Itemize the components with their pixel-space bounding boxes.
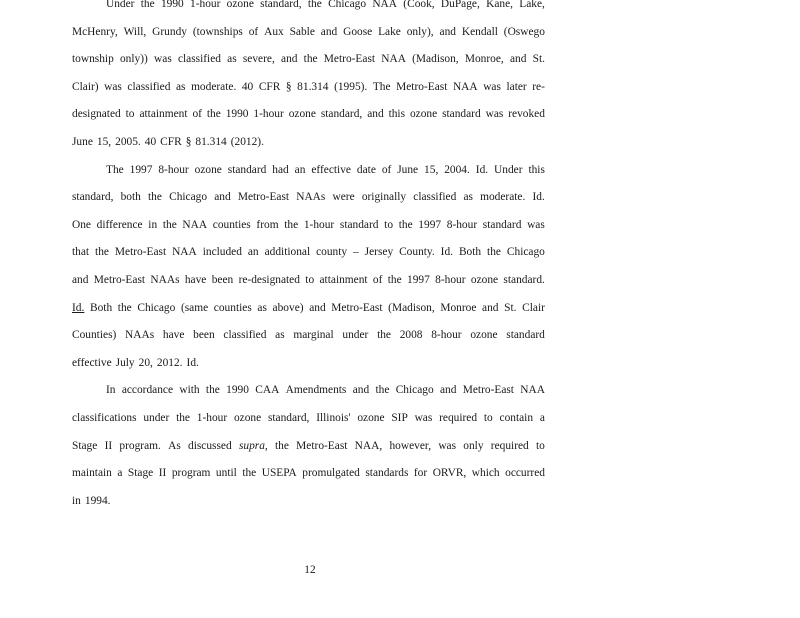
- text-line: classifications under the 1-hour ozone standard, Illinois' ozone SIP was required to contain a: [72, 411, 545, 424]
- text-line: in 1994.: [72, 494, 111, 507]
- text-line: McHenry, Will, Grundy (townships of Aux Sable and Goose Lake only), and Kendall (Oswego: [72, 25, 545, 38]
- text-line: Counties) NAAs have been classified as marginal under the 2008 8-hour ozone standard: [72, 329, 545, 342]
- text-line: standard, both the Chicago and Metro-East NAAs were originally classified as moderate. Id.: [72, 191, 545, 204]
- paragraph: [72, 157, 545, 378]
- text-line: and Metro-East NAAs have been re-designated to attainment of the 1997 8-hour ozone standard.: [72, 273, 545, 286]
- page-number: 12: [304, 564, 316, 576]
- text-line: effective July 20, 2012. Id.: [72, 356, 199, 369]
- text-line: Stage II program. As discussed supra, the Metro-East NAA, however, was only required to: [72, 439, 545, 452]
- text-line: that the Metro-East NAA included an additional county – Jersey County. Id. Both the Chicago: [72, 246, 545, 259]
- text-line: Clair) was classified as moderate. 40 CFR § 81.314 (1995). The Metro-East NAA was later re-: [72, 80, 545, 93]
- paragraph: [72, 377, 545, 515]
- text-line: June 15, 2005. 40 CFR § 81.314 (2012).: [72, 135, 264, 148]
- text-line: The 1997 8-hour ozone standard had an effective date of June 15, 2004. Id. Under this: [106, 163, 545, 176]
- text-line: maintain a Stage II program until the USEPA promulgated standards for ORVR, which occurred: [72, 467, 545, 480]
- text-line: One difference in the NAA counties from the 1-hour standard to the 1997 8-hour standard was: [72, 218, 545, 231]
- paragraph: [72, 0, 545, 157]
- body-text: [72, 0, 545, 515]
- text-line: township only)) was classified as severe, and the Metro-East NAA (Madison, Monroe, and St.: [72, 53, 545, 66]
- text-line: Under the 1990 1-hour ozone standard, the Chicago NAA (Cook, DuPage, Kane, Lake,: [106, 0, 545, 10]
- text-line: In accordance with the 1990 CAA Amendments and the Chicago and Metro-East NAA: [106, 384, 545, 397]
- text-line: Id. Both the Chicago (same counties as above) and Metro-East (Madison, Monroe and St. Clair: [72, 301, 545, 314]
- text-line: designated to attainment of the 1990 1-hour ozone standard, and this ozone standard was revoked: [72, 108, 545, 121]
